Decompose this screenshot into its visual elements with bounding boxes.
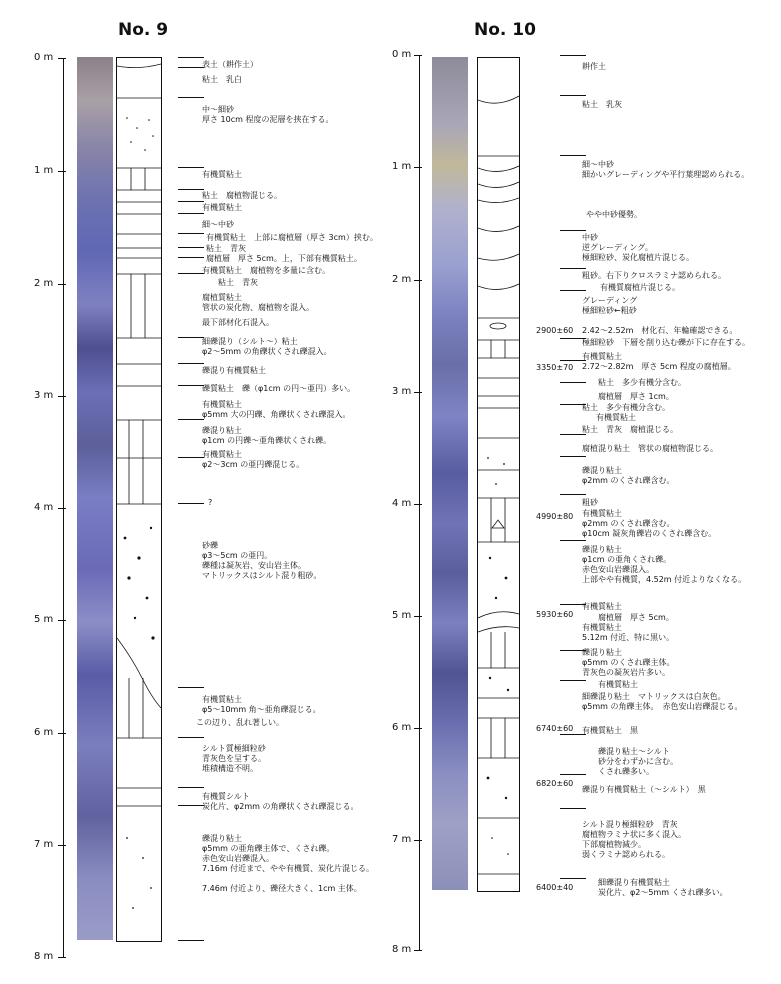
log-note-no9: 有機質粘土 腐植物を多量に含む。 — [202, 266, 330, 275]
log-note-no9: 粘土 腐植物混じる。 — [202, 191, 282, 200]
depth-label: 6 m — [392, 722, 412, 733]
log-note-no9: 有機質シルト 炭化片、φ2mm の角礫状くされ礫混じる。 — [202, 792, 359, 811]
log-note-no10: やや中砂優勢。 — [586, 210, 642, 219]
radiocarbon-date: 4990±80 — [536, 512, 574, 521]
depth-label: 5 m — [392, 610, 412, 621]
log-note-no10: 有機質粘土 5.12m 付近、特に黒い。 — [582, 623, 675, 642]
log-note-no10: 腐植混り粘土 管状の腐植物混じる。 — [582, 444, 718, 453]
depth-label: 0 m — [34, 52, 54, 63]
log-note-no10: 有機質粘土 — [598, 680, 638, 689]
depth-label: 5 m — [34, 614, 54, 625]
log-note-no10: 腐植層 厚さ 5cm。 — [598, 613, 674, 622]
radiocarbon-date: 5930±60 — [536, 610, 574, 619]
log-note-no9: 有機質粘土 — [202, 203, 242, 212]
log-note-no9: 細～中砂 — [202, 220, 234, 229]
log-note-no10: 礫混り粘土 φ1cm の亜角くされ礫。 赤色安山岩礫混入。 上部やや有機質，4.52m 付近よりなくなる。 — [582, 545, 747, 584]
log-note-no10: 耕作土 — [582, 62, 606, 71]
depth-label: 2 m — [392, 274, 412, 285]
log-note-no10: 粘土 多少有機分含む。 — [582, 403, 670, 412]
depth-label: 0 m — [392, 49, 412, 60]
log-note-no10: 細礫混り粘土 マトリックスは白灰色。 φ5mm の角礫主体。 赤色安山岩礫混じる。 — [582, 692, 743, 711]
depth-label: 7 m — [392, 834, 412, 845]
log-note-no9: 細礫混り（シルト～）粘土 φ2～5mm の角礫状くされ礫混入。 — [202, 337, 332, 356]
column-title-no9: No. 9 — [118, 20, 169, 40]
log-note-no9: 礫質粘土 礫（φ1cm の円～亜円）多い。 — [202, 384, 356, 393]
log-note-no10: 有機質粘土 黒 — [582, 726, 638, 735]
radiocarbon-date: 6820±60 — [536, 779, 574, 788]
log-note-no9: 有機質粘土 上部に腐植層（厚さ 3cm）挟む。 — [206, 233, 378, 242]
log-note-no10: 粗砂。右下りクロスラミナ認められる。 — [582, 271, 726, 280]
log-note-no10: グレーディング 極細粒砂←粗砂 — [582, 296, 638, 315]
core-photo-no9 — [77, 57, 113, 940]
log-note-no10: 有機質腐植片混じる。 — [600, 283, 680, 292]
log-note-no9: 有機質粘土 φ5～10mm 角～亜角礫混じる。 — [202, 695, 321, 714]
log-note-no9: ? — [208, 498, 213, 507]
log-note-no10: 有機質粘土 — [596, 413, 636, 422]
log-note-no9: 礫混り粘土 φ5mm の亜角礫主体で、くされ礫。 赤色安山岩礫混入。 7.16m 付近まで、やや有機質、炭化片混じる。 — [202, 834, 374, 873]
depth-label: 4 m — [34, 502, 54, 513]
log-note-no10: 粘土 青灰 腐植混じる。 — [582, 425, 678, 434]
log-note-no10: 礫混り粘土 φ5mm のくされ礫主体。 青灰色の凝灰岩片多い。 — [582, 648, 675, 677]
column-title-no10: No. 10 — [474, 20, 536, 40]
lithology-column-no10 — [477, 57, 520, 892]
log-note-no10: 腐植層 厚さ 1cm。 — [598, 392, 674, 401]
depth-label: 1 m — [34, 165, 54, 176]
log-note-no10: 礫混り粘土～シルト 砂分をわずかに含む。 くされ礫多い。 — [598, 747, 678, 776]
radiocarbon-date: 6400±40 — [536, 883, 574, 892]
log-note-no10: 中砂 逆グレーディング。 極細粒砂、炭化腐植片混じる。 — [582, 233, 694, 262]
log-note-no10: 極細粒砂 下層を削り込む礫が下に存在する。 — [582, 338, 750, 347]
depth-label: 6 m — [34, 727, 54, 738]
lithology-column-no9 — [116, 57, 162, 942]
depth-label: 7 m — [34, 839, 54, 850]
depth-label: 3 m — [34, 390, 54, 401]
log-note-no9: 粘土 青灰 — [218, 278, 258, 287]
log-note-no10: 有機質粘土 φ2mm のくされ礫含む。 φ10cm 凝灰角礫岩のくされ礫含む。 — [582, 509, 717, 538]
depth-label: 2 m — [34, 278, 54, 289]
log-note-no9: 表土（耕作土） — [202, 60, 258, 69]
log-note-no9: 有機質粘土 φ2～3cm の亜円礫混じる。 — [202, 450, 305, 469]
log-note-no9: 7.46m 付近より、礫径大きく、1cm 主体。 — [202, 884, 362, 893]
depth-label: 8 m — [34, 951, 54, 962]
log-note-no9: 中～細砂 厚さ 10cm 程度の泥層を挟在する。 — [202, 105, 334, 124]
log-note-no10: 粘土 多少有機分含む。 — [598, 378, 686, 387]
log-note-no9: 礫混り有機質粘土 — [202, 366, 266, 375]
log-note-no10: 粘土 乳灰 — [582, 100, 622, 109]
log-note-no9: 有機質粘土 — [202, 170, 242, 179]
log-note-no10: 礫混り有機質粘土（～シルト） 黒 — [582, 785, 706, 794]
log-note-no9: この辺り、乱れ著しい。 — [196, 718, 284, 727]
radiocarbon-date: 3350±70 — [536, 363, 574, 372]
log-note-no10: 有機質粘土 2.72～2.82m 厚さ 5cm 程度の腐植層。 — [582, 352, 736, 371]
radiocarbon-date: 6740±60 — [536, 724, 574, 733]
log-note-no9: 砂礫 φ3～5cm の亜円。 礫種は凝灰岩、安山岩主体。 マトリックスはシルト混り粗砂。 — [202, 541, 322, 580]
log-note-no10: シルト混り極細粒砂 青灰 腐植物ラミナ状に多く混入。 下部腐植物減少。 弱くラミナ認められる。 — [582, 820, 686, 859]
log-note-no10: 細礫混り有機質粘土 炭化片、φ2～5mm くされ礫多い。 — [598, 878, 728, 897]
depth-label: 3 m — [392, 386, 412, 397]
log-note-no10: 粗砂 — [582, 498, 598, 507]
log-note-no10: 有機質粘土 — [582, 602, 622, 611]
lithology-pattern-no10 — [478, 58, 519, 891]
log-note-no9: シルト質極細粒砂 青灰色を呈する。 堆積構造不明。 — [202, 744, 266, 773]
log-note-no9: 腐植層 厚さ 5cm。上，下部有機質粘土。 — [206, 254, 362, 263]
depth-label: 4 m — [392, 498, 412, 509]
lithology-pattern-no9 — [117, 58, 161, 941]
log-note-no9: 粘土 青灰 — [206, 244, 246, 253]
log-note-no9: 最下部材化石混入。 — [202, 318, 274, 327]
log-note-no10: 礫混り粘土 φ2mm のくされ礫含む。 — [582, 466, 675, 485]
log-note-no10: 細～中砂 細かいグレーディングや平行葉理認められる。 — [582, 160, 750, 179]
log-note-no9: 腐植質粘土 管状の炭化物、腐植物を混入。 — [202, 293, 314, 312]
depth-label: 8 m — [392, 944, 412, 955]
log-note-no9: 礫混り粘土 φ1cm の円礫～亜角礫状くされ礫。 — [202, 426, 332, 445]
log-note-no9: 有機質粘土 φ5mm 大の円礫、角礫状くされ礫混入。 — [202, 400, 351, 419]
radiocarbon-date: 2900±60 — [536, 326, 574, 335]
log-note-no10: 2.42～2.52m 材化石、年輪確認できる。 — [582, 326, 738, 335]
core-photo-no10 — [432, 57, 468, 890]
depth-label: 1 m — [392, 161, 412, 172]
log-note-no9: 粘土 乳白 — [202, 75, 242, 84]
